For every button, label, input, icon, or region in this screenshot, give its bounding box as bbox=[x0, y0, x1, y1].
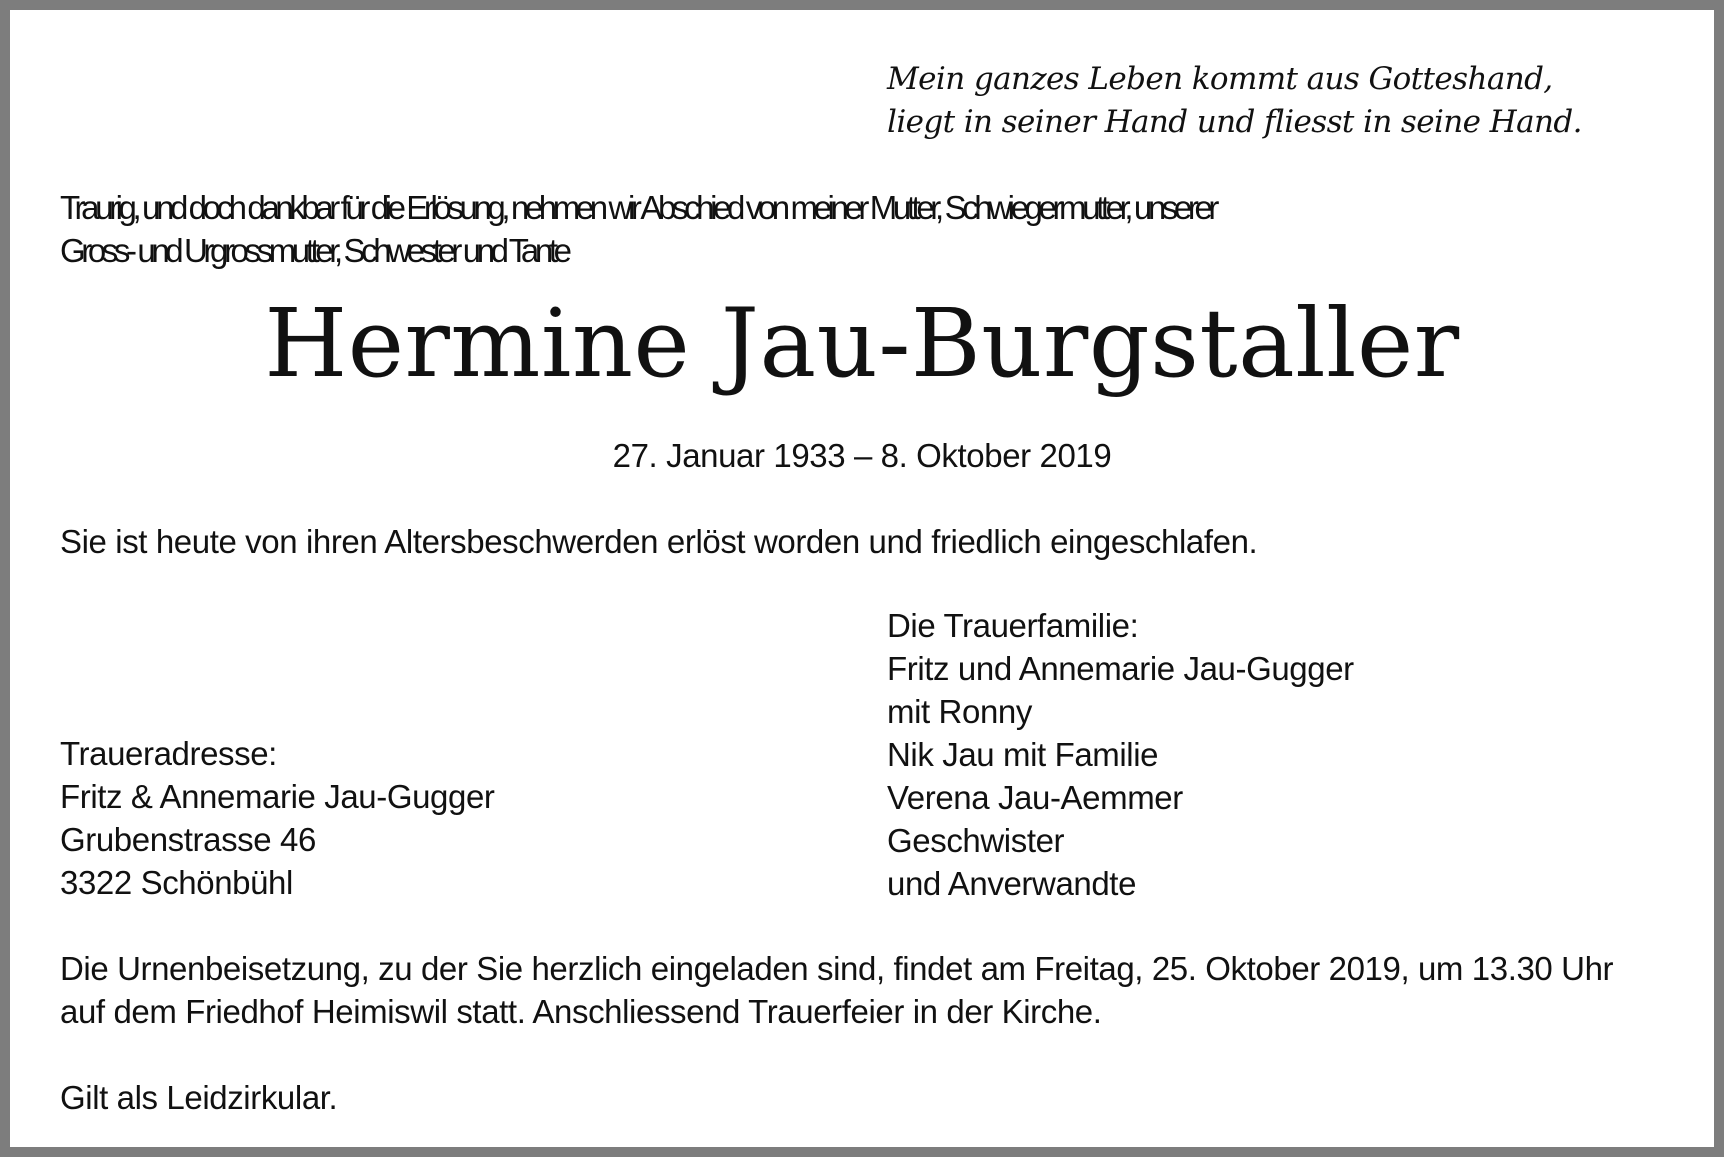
motto-verse bbox=[887, 58, 1582, 144]
family-member: und Anverwandte bbox=[887, 865, 1137, 902]
obituary-notice bbox=[10, 10, 1714, 1147]
address-line: Grubenstrasse 46 bbox=[60, 821, 316, 858]
circular-note: Gilt als Leidzirkular. bbox=[60, 1079, 338, 1116]
motto-line: Mein ganzes Leben kommt aus Gotteshand, bbox=[887, 61, 1553, 97]
life-dates: 27. Januar 1933 – 8. Oktober 2019 bbox=[612, 437, 1112, 474]
family-member: Nik Jau mit Familie bbox=[887, 736, 1159, 773]
intro-line: Traurig, und doch dankbar für die Erlösung, nehmen wir Abschied von meiner Mutter, Schwiegermutter, unserer bbox=[60, 189, 1215, 226]
mourning-address bbox=[60, 732, 495, 904]
intro-text bbox=[60, 186, 1680, 272]
funeral-line: auf dem Friedhof Heimiswil statt. Anschliessend Trauerfeier in der Kirche. bbox=[60, 993, 1102, 1030]
family-member: Fritz und Annemarie Jau-Gugger bbox=[887, 650, 1354, 687]
family-member: Geschwister bbox=[887, 822, 1065, 859]
family-member: Verena Jau-Aemmer bbox=[887, 779, 1183, 816]
statement-text: Sie ist heute von ihren Altersbeschwerden erlöst worden und friedlich eingeschlafen. bbox=[60, 523, 1258, 560]
funeral-info bbox=[60, 947, 1613, 1033]
mourning-family bbox=[887, 604, 1354, 905]
family-heading: Die Trauerfamilie: bbox=[887, 607, 1139, 644]
address-line: 3322 Schönbühl bbox=[60, 864, 293, 901]
deceased-name: Hermine Jau-Burgstaller bbox=[264, 289, 1460, 399]
intro-line: Gross- und Urgrossmutter, Schwester und Tante bbox=[60, 232, 568, 269]
address-line: Fritz & Annemarie Jau-Gugger bbox=[60, 778, 495, 815]
family-member: mit Ronny bbox=[887, 693, 1032, 730]
motto-line: liegt in seiner Hand und fliesst in seine Hand. bbox=[887, 104, 1582, 140]
address-heading: Traueradresse: bbox=[60, 735, 277, 772]
funeral-line: Die Urnenbeisetzung, zu der Sie herzlich eingeladen sind, findet am Freitag, 25. Oktober 2019, um 13.30 Uhr bbox=[60, 950, 1614, 987]
